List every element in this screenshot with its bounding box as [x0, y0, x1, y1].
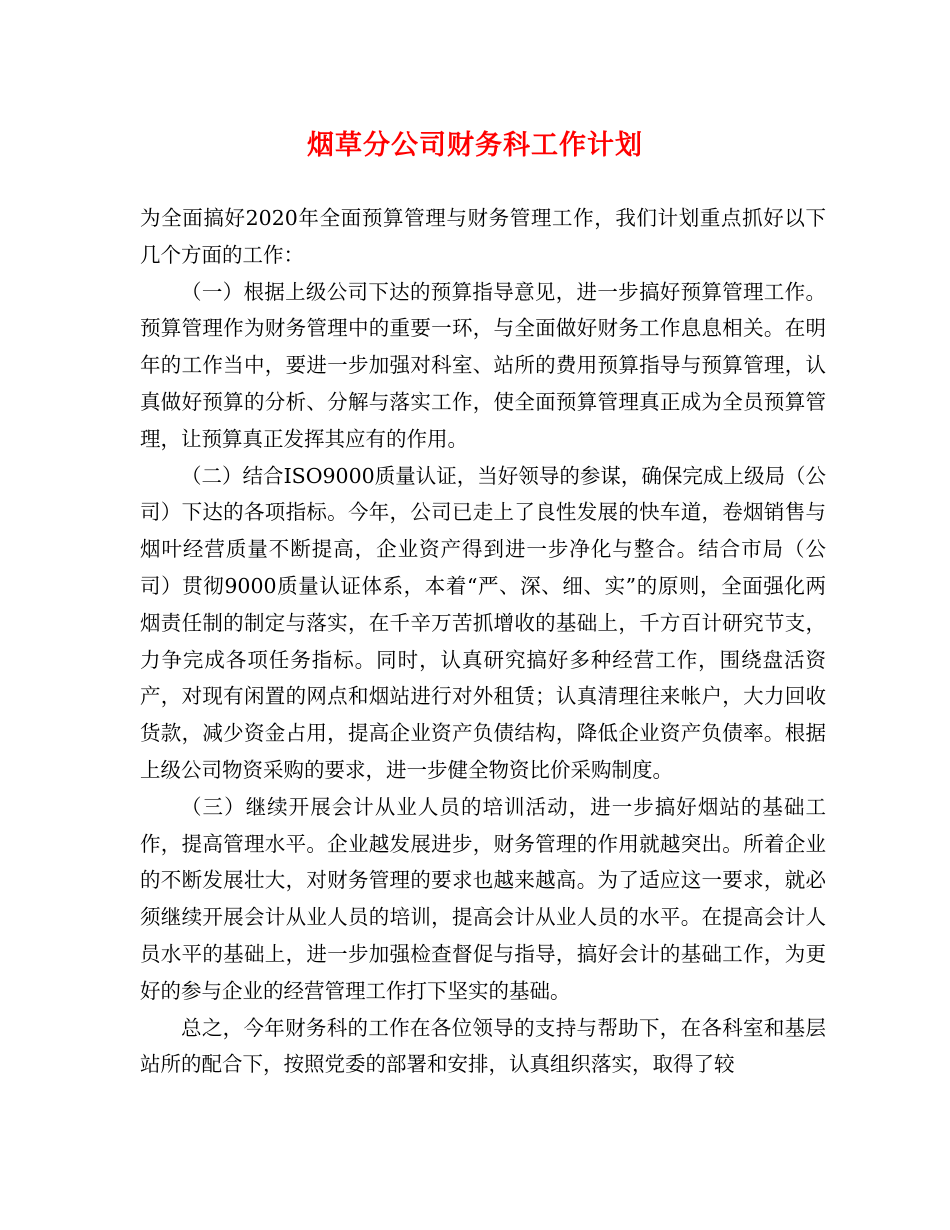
paragraph-item-2: （二）结合ISO9000质量认证，当好领导的参谋，确保完成上级局（公司）下达的各项指标。今年，公司已走上了良性发展的快车道，卷烟销售与烟叶经营质量不断提高，企业资产得到进一步净化与整合。结合市局（公司）贯彻9000质量认证体系，本着“严、深、细、实”的原则，全面强化两烟责任制的制定与落实，在千辛万苦抓增收的基础上，千方百计研究节支，力争完成各项任务指标。同时，认真研究搞好多种经营工作，围绕盘活资产，对现有闲置的网点和烟站进行对外租赁；认真清理往来帐户，大力回收货款，减少资金占用，提高企业资产负债结构，降低企业资产负债率。根据上级公司物资采购的要求，进一步健全物资比价采购制度。	[140, 463, 826, 782]
paragraph-item-3: （三）继续开展会计从业人员的培训活动，进一步搞好烟站的基础工作，提高管理水平。企业越发展进步，财务管理的作用就越突出。所着企业的不断发展壮大，对财务管理的要求也越来越高。为了适应这一要求，就必须继续开展会计从业人员的培训，提高会计从业人员的水平。在提高会计人员水平的基础上，进一步加强检查督促与指导，搞好会计的基础工作，为更好的参与企业的经营管理工作打下坚实的基础。	[140, 794, 826, 1003]
paragraph-intro: 为全面搞好2020年全面预算管理与财务管理工作，我们计划重点抓好以下几个方面的工作：	[140, 206, 826, 267]
document-title: 烟草分公司财务科工作计划	[307, 130, 643, 161]
paragraph-item-1: （一）根据上级公司下达的预算指导意见，进一步搞好预算管理工作。预算管理作为财务管理中的重要一环，与全面做好财务工作息息相关。在明年的工作当中，要进一步加强对科室、站所的费用预算指导与预算管理，认真做好预算的分析、分解与落实工作，使全面预算管理真正成为全员预算管理，让预算真正发挥其应有的作用。	[140, 279, 826, 451]
paragraph-summary: 总之，今年财务科的工作在各位领导的支持与帮助下，在各科室和基层站所的配合下，按照党委的部署和安排，认真组织落实，取得了较	[140, 1015, 826, 1077]
document-body	[140, 200, 826, 1083]
